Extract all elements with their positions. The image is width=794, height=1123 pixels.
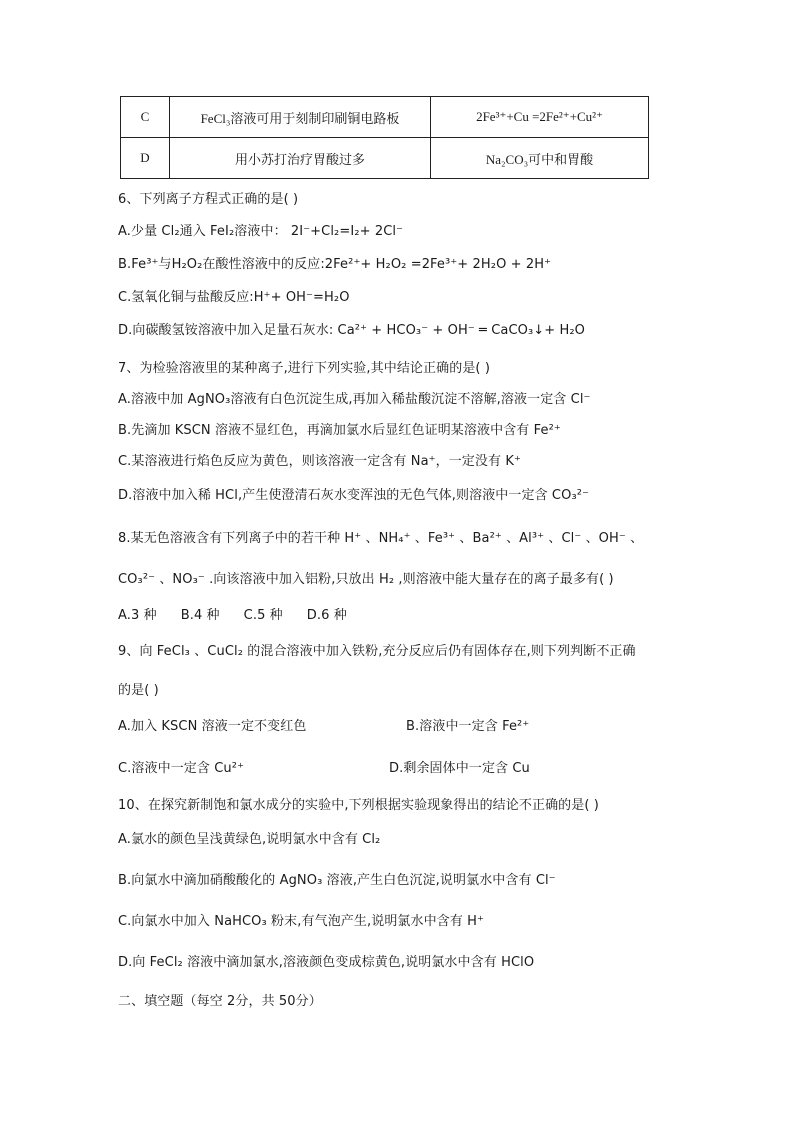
q10-option-a: A.氯水的颜色呈浅黄绿色,说明氯水中含有 Cl₂ — [118, 832, 381, 847]
q7-option-a: A.溶液中加 AgNO₃溶液有白色沉淀生成,再加入稀盐酸沉淀不溶解,溶液一定含 Cl⁻ — [118, 392, 591, 407]
q8-option-c: C.5 种 — [243, 608, 283, 623]
q8-option-a: A.3 种 — [118, 608, 157, 623]
q9-option-d: D.剩余固体中一定含 Cu — [389, 761, 530, 776]
q9-option-b: B.溶液中一定含 Fe²⁺ — [406, 719, 530, 734]
row-explanation: 2Fe³⁺+Cu =2Fe²⁺+Cu²⁺ — [431, 97, 649, 138]
row-description: FeCl₃溶液可用于刻制印刷铜电路板 — [170, 97, 431, 138]
q6-option-a: A.少量 Cl₂通入 FeI₂溶液中： 2I⁻+Cl₂=I₂+ 2Cl⁻ — [118, 224, 404, 239]
q9-option-c: C.溶液中一定含 Cu²⁺ — [118, 761, 245, 776]
table-row — [121, 97, 649, 138]
options-table — [120, 96, 649, 179]
q6-stem: 6、下列离子方程式正确的是( ) — [118, 192, 299, 207]
q8-stem-line2: CO₃²⁻ 、NO₃⁻ .向该溶液中加入铝粉,只放出 H₂ ,则溶液中能大量存在的离子最多有( ) — [118, 572, 614, 587]
q8-stem-line1: 8.某无色溶液含有下列离子中的若干种 H⁺ 、NH₄⁺ 、Fe³⁺ 、Ba²⁺ 、Al³⁺ 、Cl⁻ 、OH⁻ 、 — [118, 531, 644, 546]
q9-stem-line2: 的是( ) — [118, 683, 159, 698]
q7-stem: 7、为检验溶液里的某种离子,进行下列实验,其中结论正确的是( ) — [118, 361, 491, 376]
q10-option-d: D.向 FeCl₂ 溶液中滴加氯水,溶液颜色变成棕黄色,说明氯水中含有 HClO — [118, 955, 535, 970]
table-row — [121, 138, 649, 179]
q6-option-c: C.氢氧化铜与盐酸反应:H⁺+ OH⁻=H₂O — [118, 290, 350, 305]
q7-option-b: B.先滴加 KSCN 溶液不显红色，再滴加氯水后显红色证明某溶液中含有 Fe²⁺ — [118, 423, 561, 438]
q8-options — [118, 604, 347, 623]
q7-option-d: D.溶液中加入稀 HCl,产生使澄清石灰水变浑浊的无色气体,则溶液中一定含 CO₃²⁻ — [118, 488, 590, 503]
q10-option-c: C.向氯水中加入 NaHCO₃ 粉末,有气泡产生,说明氯水中含有 H⁺ — [118, 914, 484, 929]
q8-option-b: B.4 种 — [180, 608, 220, 623]
row-label: D — [121, 138, 170, 179]
row-explanation: Na₂CO₃可中和胃酸 — [431, 138, 649, 179]
q8-option-d: D.6 种 — [306, 608, 347, 623]
q10-option-b: B.向氯水中滴加硝酸酸化的 AgNO₃ 溶液,产生白色沉淀,说明氯水中含有 Cl⁻ — [118, 873, 556, 888]
q9-option-a: A.加入 KSCN 溶液一定不变红色 — [118, 719, 307, 734]
q6-option-d: D.向碳酸氢铵溶液中加入足量石灰水: Ca²⁺ + HCO₃⁻ + OH⁻ ═ CaCO₃↓+ H₂O — [118, 323, 586, 338]
q6-option-b: B.Fe³⁺与H₂O₂在酸性溶液中的反应:2Fe²⁺+ H₂O₂ =2Fe³⁺+ 2H₂O + 2H⁺ — [118, 257, 552, 272]
q7-option-c: C.某溶液进行焰色反应为黄色，则该溶液一定含有 Na⁺，一定没有 K⁺ — [118, 454, 521, 469]
q9-stem-line1: 9、向 FeCl₃ 、CuCl₂ 的混合溶液中加入铁粉,充分反应后仍有固体存在,则下列判断不正确 — [118, 644, 636, 659]
row-label: C — [121, 97, 170, 138]
section-heading: 二、填空题（每空 2分，共 50分） — [118, 994, 322, 1009]
row-description: 用小苏打治疗胃酸过多 — [170, 138, 431, 179]
q10-stem: 10、在探究新制饱和氯水成分的实验中,下列根据实验现象得出的结论不正确的是( ) — [118, 798, 599, 813]
